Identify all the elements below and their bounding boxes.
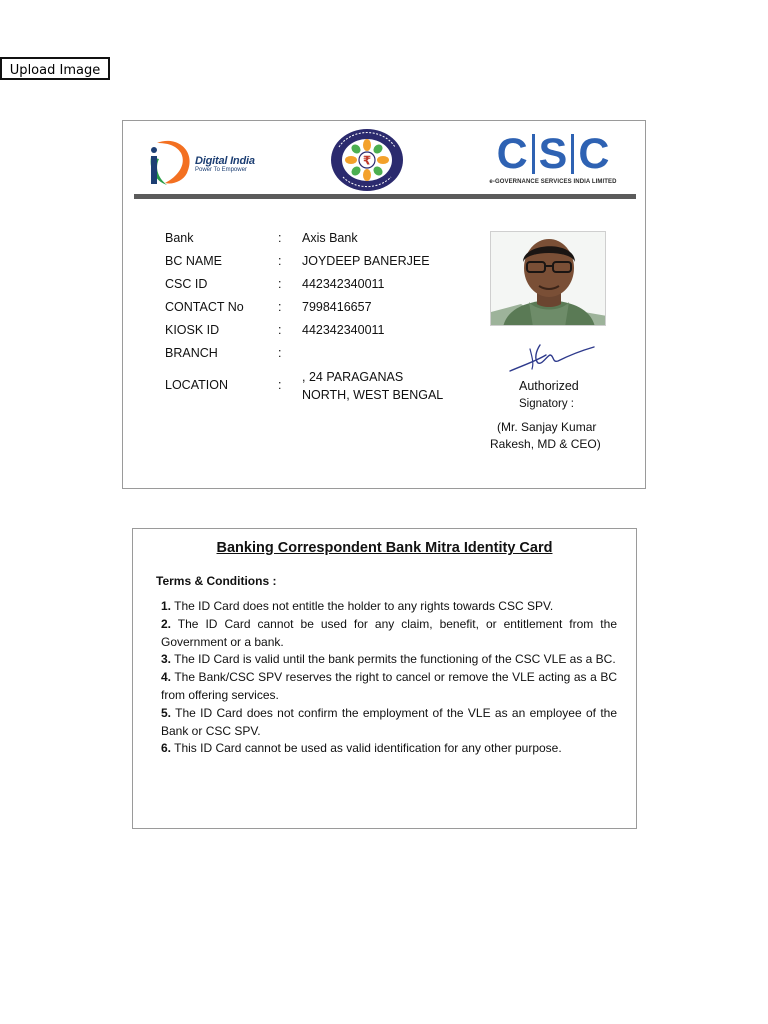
signature-icon (506, 339, 598, 377)
digital-india-text (195, 155, 255, 173)
authorized-label: Authorized (519, 379, 579, 393)
term-item (161, 616, 617, 652)
detail-label: KIOSK ID (165, 323, 220, 337)
csc-letter-c2: C (578, 130, 610, 178)
svg-text:₹: ₹ (362, 153, 372, 168)
card-back-title: Banking Correspondent Bank Mitra Identity Card (216, 540, 553, 556)
detail-label: BC NAME (165, 254, 222, 268)
detail-label: CSC ID (165, 277, 208, 291)
term-text: The ID Card cannot be used for any claim, benefit, or entitlement from the Government or a bank. (161, 616, 617, 649)
term-number: 4. (161, 670, 172, 685)
detail-value: Axis Bank (302, 231, 358, 245)
detail-value: 7998416657 (302, 300, 372, 314)
csc-letter-c1: C (496, 130, 528, 178)
detail-colon: : (278, 300, 282, 314)
digital-india-subtitle: Power To Empower (195, 167, 247, 173)
detail-colon: : (278, 378, 282, 392)
term-item (161, 705, 617, 741)
detail-value: 442342340011 (302, 323, 385, 337)
detail-label: CONTACT No (165, 300, 244, 314)
detail-value-line1: , 24 PARAGANAS (302, 370, 404, 384)
upload-image-button[interactable]: Upload Image (0, 57, 110, 80)
terms-heading: Terms & Conditions : (156, 574, 277, 588)
term-item (161, 651, 617, 669)
signatory-name-line2: Rakesh, MD & CEO) (490, 437, 601, 451)
term-item (161, 598, 617, 616)
digital-india-logo (143, 133, 263, 189)
detail-label: LOCATION (165, 378, 228, 392)
detail-label: BRANCH (165, 346, 218, 360)
term-text: The ID Card does not confirm the employment of the VLE as an employee of the Bank or CSC SPV. (161, 705, 617, 738)
detail-colon: : (278, 254, 282, 268)
csc-logo (478, 132, 628, 190)
signatory-name-line1: (Mr. Sanjay Kumar (497, 420, 597, 434)
signatory-label: Signatory : (519, 398, 574, 410)
detail-value: JOYDEEP BANERJEE (302, 254, 430, 268)
detail-colon: : (278, 323, 282, 337)
term-text: This ID Card cannot be used as valid identification for any other purpose. (171, 741, 562, 756)
digital-india-title: Digital India (195, 155, 255, 167)
jan-dhan-yojana-seal (329, 127, 405, 193)
csc-subtitle: e-GOVERNANCE SERVICES INDIA LIMITED (489, 179, 617, 185)
term-number: 1. (161, 599, 172, 613)
detail-colon: : (278, 231, 282, 245)
detail-colon: : (278, 277, 282, 291)
term-text: The ID Card is valid until the bank permits the functioning of the CSC VLE as a BC. (171, 652, 616, 667)
term-number: 5. (161, 705, 172, 720)
id-card-front (122, 120, 646, 489)
detail-label: Bank (165, 231, 194, 245)
terms-list (161, 598, 617, 758)
term-item (161, 669, 617, 705)
holder-photo (490, 231, 606, 326)
term-number: 2. (161, 616, 172, 631)
csc-letters (478, 132, 628, 176)
digital-india-emblem-icon (143, 133, 199, 189)
csc-divider (532, 134, 535, 174)
term-number: 6. (161, 741, 172, 756)
term-text: The ID Card does not entitle the holder to any rights towards CSC SPV. (171, 599, 554, 613)
term-number: 3. (161, 652, 172, 667)
csc-divider (571, 134, 574, 174)
detail-value-line2: NORTH, WEST BENGAL (302, 388, 444, 402)
header-divider (134, 194, 636, 199)
csc-letter-s: S (538, 130, 568, 178)
detail-colon: : (278, 346, 282, 360)
person-photo-icon (491, 232, 606, 326)
term-text: The Bank/CSC SPV reserves the right to cancel or remove the VLE acting as a BC from offering services. (161, 670, 617, 702)
detail-value: 442342340011 (302, 277, 385, 291)
rupee-seal-icon (329, 127, 405, 193)
id-card-back (132, 528, 637, 829)
term-item (161, 740, 617, 758)
